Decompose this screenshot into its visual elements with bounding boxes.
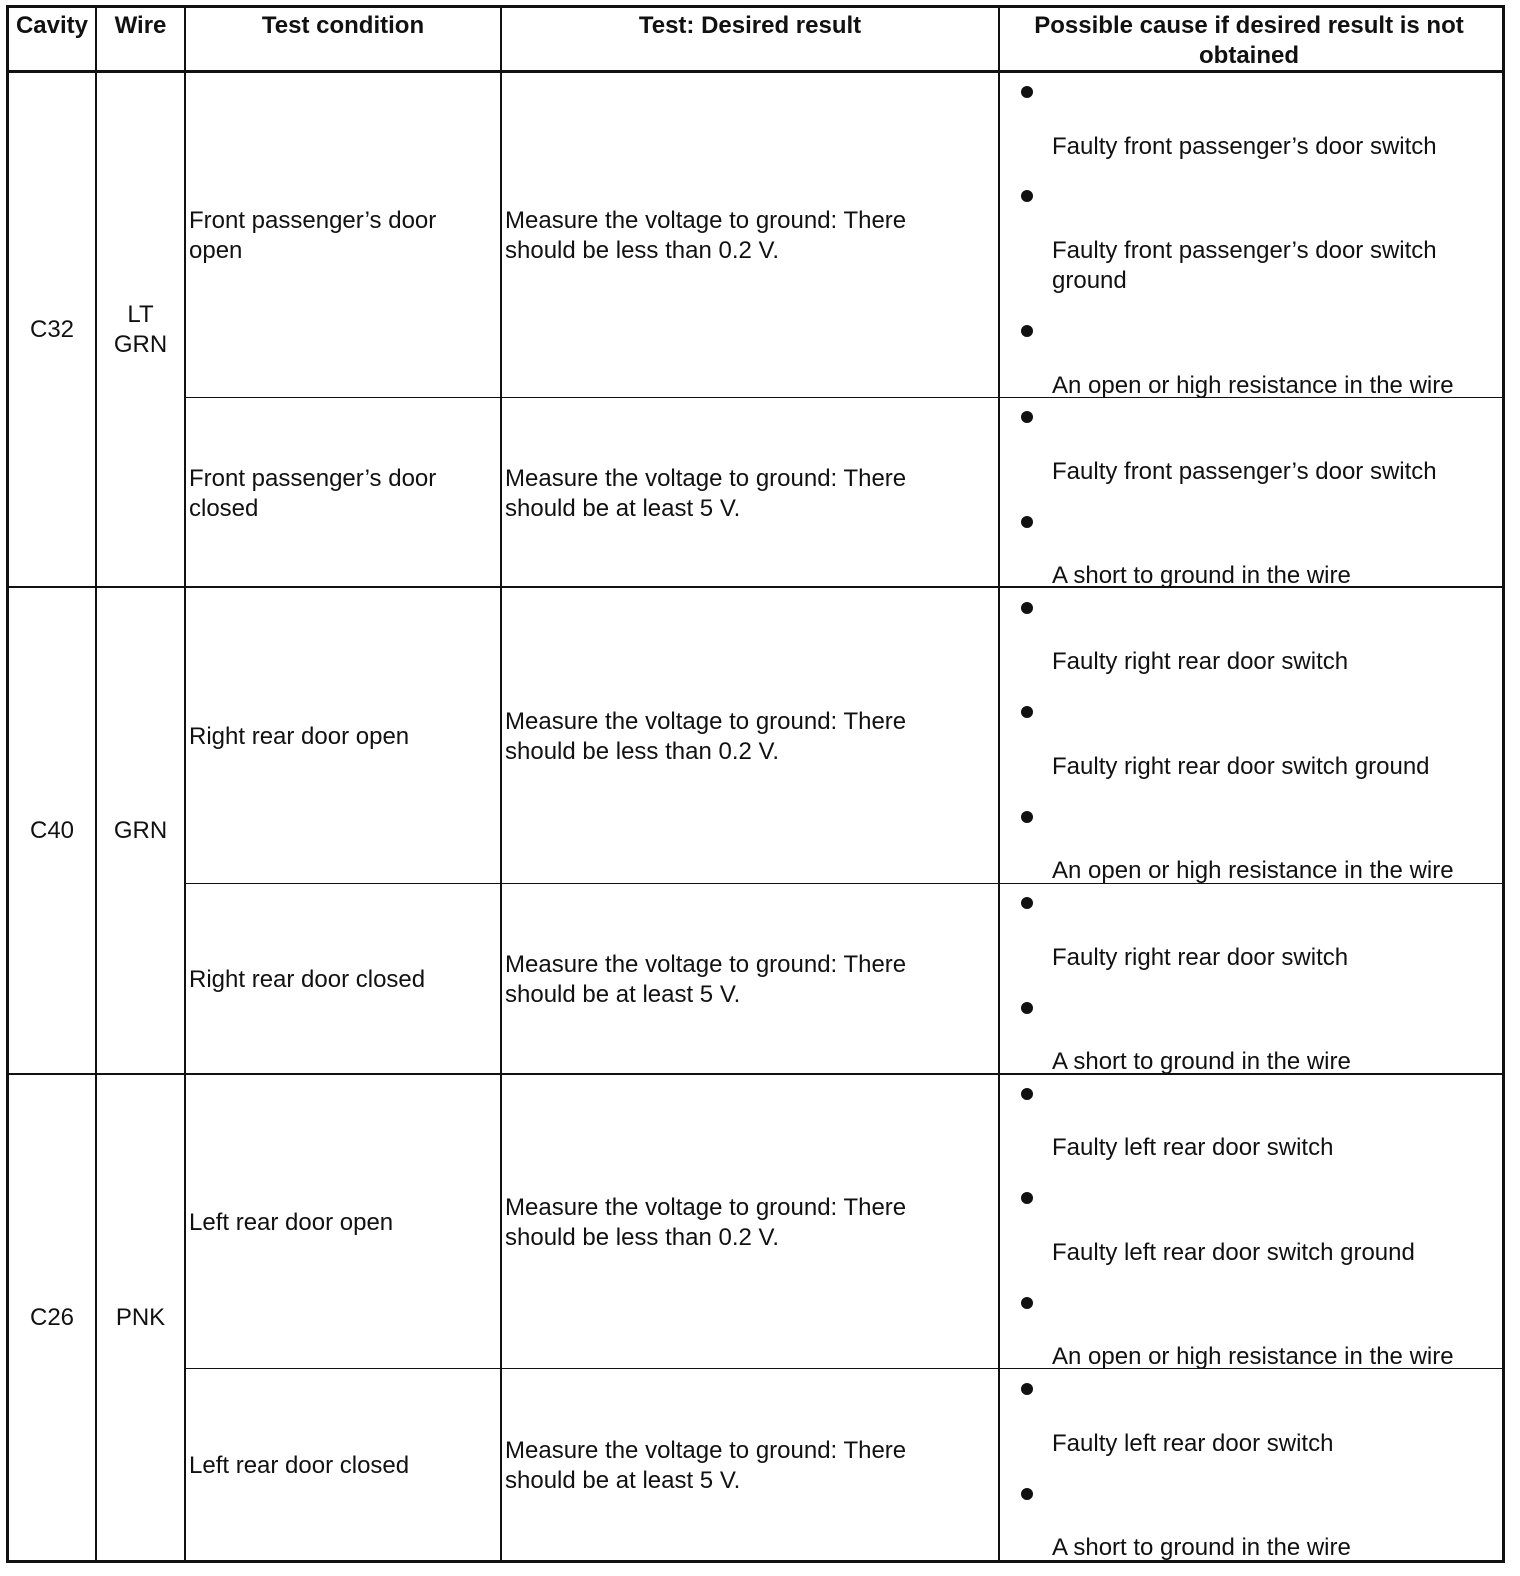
cause-item: An open or high resistance in the wire <box>1052 372 1454 399</box>
result-line: should be less than 0.2 V. <box>505 237 779 264</box>
result-line: Measure the voltage to ground: There <box>505 1194 907 1221</box>
cause-item: A short to ground in the wire <box>1052 1534 1351 1561</box>
test-condition-cell: Left rear door open <box>189 1209 394 1236</box>
bullet-icon <box>1021 1192 1033 1204</box>
result-line: should be at least 5 V. <box>505 495 741 522</box>
result-line: Measure the voltage to ground: There <box>505 951 907 978</box>
test-condition-cell: Right rear door open <box>189 723 410 750</box>
bullet-icon <box>1021 190 1033 202</box>
wire-color-line: GRN <box>113 330 168 358</box>
table-border-top <box>6 5 1505 8</box>
cause-item: Faulty front passenger’s door switch <box>1052 133 1437 160</box>
test-condition-cell <box>189 206 497 266</box>
header-wire: Wire <box>114 12 167 39</box>
bullet-icon <box>1021 411 1033 423</box>
desired-result-cell <box>505 950 995 1010</box>
header-desired-result: Test: Desired result <box>638 12 862 39</box>
cause-item: A short to ground in the wire <box>1052 562 1351 589</box>
test-condition-cell: Right rear door closed <box>189 966 426 993</box>
condition-line: Front passenger’s door <box>189 465 437 492</box>
column-divider <box>184 5 186 1563</box>
result-line: should be at least 5 V. <box>505 981 741 1008</box>
bullet-icon <box>1021 706 1033 718</box>
bullet-icon <box>1021 1002 1033 1014</box>
result-line: Measure the voltage to ground: There <box>505 207 907 234</box>
result-line: should be at least 5 V. <box>505 1467 741 1494</box>
cause-item: Faulty left rear door switch ground <box>1052 1239 1415 1266</box>
bullet-icon <box>1021 602 1033 614</box>
column-divider <box>998 5 1000 1563</box>
cause-item: Faulty right rear door switch <box>1052 944 1349 971</box>
header-test-condition: Test condition <box>261 12 425 39</box>
test-condition-cell <box>189 464 497 524</box>
test-condition-cell: Left rear door closed <box>189 1452 410 1479</box>
condition-line: open <box>189 237 243 264</box>
result-line: Measure the voltage to ground: There <box>505 465 907 492</box>
result-line: should be less than 0.2 V. <box>505 738 779 765</box>
desired-result-cell <box>505 707 995 767</box>
desired-result-cell <box>505 1193 995 1253</box>
bullet-icon <box>1021 897 1033 909</box>
condition-line: Front passenger’s door <box>189 207 437 234</box>
table-border-right <box>1502 5 1505 1563</box>
header-possible-cause: Possible cause if desired result is not obtained <box>1034 12 1464 69</box>
cause-item: A short to ground in the wire <box>1052 1048 1351 1075</box>
cause-item: An open or high resistance in the wire <box>1052 857 1454 884</box>
bullet-icon <box>1021 325 1033 337</box>
desired-result-cell <box>505 206 995 266</box>
column-divider <box>500 5 502 1563</box>
condition-line: closed <box>189 495 259 522</box>
wire-cell <box>97 73 184 586</box>
wire-cell: PNK <box>115 1303 166 1331</box>
result-line: Measure the voltage to ground: There <box>505 1437 907 1464</box>
desired-result-cell <box>505 464 995 524</box>
cause-item: An open or high resistance in the wire <box>1052 1343 1454 1370</box>
result-line: Measure the voltage to ground: There <box>505 708 907 735</box>
header-cavity: Cavity <box>15 12 89 39</box>
cause-item: Faulty right rear door switch <box>1052 648 1349 675</box>
result-line: should be less than 0.2 V. <box>505 1224 779 1251</box>
cause-item: Faulty front passenger’s door switch ground <box>1052 237 1437 294</box>
bullet-icon <box>1021 1088 1033 1100</box>
desired-result-cell <box>505 1436 995 1496</box>
cavity-cell: C26 <box>29 1303 75 1331</box>
cavity-cell: C32 <box>29 315 75 343</box>
cause-item: Faulty front passenger’s door switch <box>1052 458 1437 485</box>
bullet-icon <box>1021 516 1033 528</box>
bullet-icon <box>1021 1488 1033 1500</box>
bullet-icon <box>1021 1297 1033 1309</box>
bullet-icon <box>1021 86 1033 98</box>
wire-cell: GRN <box>113 816 168 844</box>
cause-item: Faulty right rear door switch ground <box>1052 753 1430 780</box>
bullet-icon <box>1021 1383 1033 1395</box>
cause-item: Faulty left rear door switch <box>1052 1134 1334 1161</box>
cause-item: Faulty left rear door switch <box>1052 1430 1334 1457</box>
bullet-icon <box>1021 811 1033 823</box>
wire-color-line: LT <box>127 300 154 328</box>
cavity-cell: C40 <box>29 816 75 844</box>
